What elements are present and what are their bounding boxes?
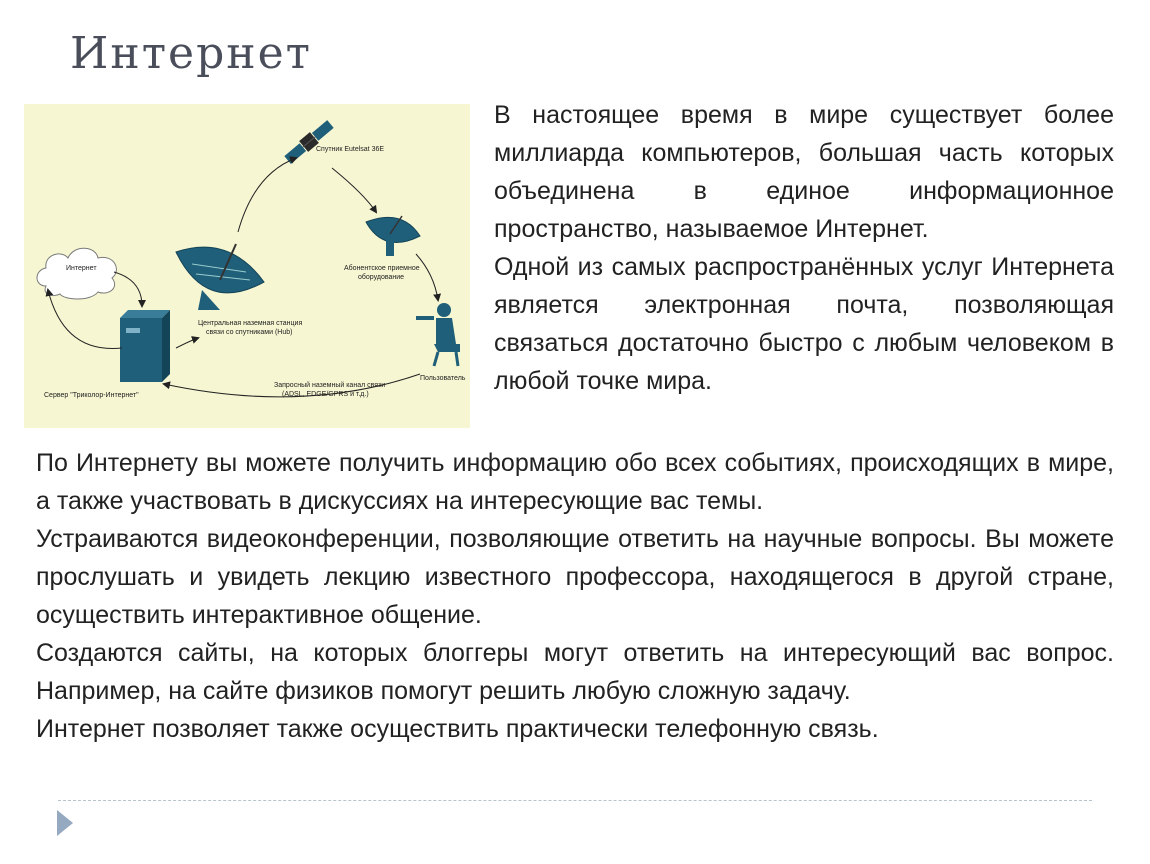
hub-dish-icon	[176, 244, 264, 310]
triangle-bullet-icon	[57, 810, 73, 836]
body-paragraph-2: Устраиваются видеоконференции, позволяющие ответить на научные вопросы. Вы можете прослушать и увидеть лекцию известного профессора, находящегося в другой стране, осуществить интерактивное общение.	[36, 525, 1114, 629]
user-icon	[416, 303, 460, 366]
intro-text	[494, 96, 1114, 400]
intro-paragraph-1: В настоящее время в мире существует более миллиарда компьютеров, большая часть которых объединена в единое информационное пространство, называемое Интернет.	[494, 101, 1114, 243]
satellite-icon	[283, 119, 335, 166]
cloud-icon	[37, 248, 116, 299]
body-text	[36, 444, 1114, 748]
intro-paragraph-2: Одной из самых распространённых услуг Интернета является электронная почта, позволяющая связаться достаточно быстро с любым человеком в любой точке мира.	[494, 253, 1114, 395]
body-paragraph-4: Интернет позволяет также осуществить практически телефонную связь.	[36, 715, 879, 743]
body-paragraph-3: Создаются сайты, на которых блоггеры могут ответить на интересующий вас вопрос. Например, на сайте физиков помогут решить любую сложную задачу.	[36, 639, 1114, 705]
hub-label-1: Центральная наземная станция	[198, 320, 303, 327]
slide-title: Интернет	[70, 28, 312, 79]
hub-label-2: связи со спутниками (Hub)	[206, 329, 293, 336]
satellite-label: Спутник Eutelsat 36E	[316, 146, 385, 153]
subscriber-dish-icon	[366, 216, 420, 256]
satellite-internet-diagram	[24, 104, 470, 428]
server-label: Сервер "Триколор-Интернет"	[44, 392, 139, 399]
server-icon	[120, 310, 170, 382]
user-label: Пользователь	[420, 375, 466, 382]
subscriber-label-2: оборудование	[358, 274, 405, 281]
body-paragraph-1: По Интернету вы можете получить информацию обо всех событиях, происходящих в мире, а также участвовать в дискуссиях на интересующие вас темы.	[36, 449, 1114, 515]
internet-label: Интернет	[66, 265, 97, 272]
channel-label-2: (ADSL, EDGE/GPRS и т.д.)	[282, 391, 369, 398]
subscriber-label-1: Абонентское приемное	[344, 265, 420, 272]
channel-label-1: Запросный наземный канал связи	[274, 382, 386, 389]
footer-divider	[58, 800, 1092, 801]
